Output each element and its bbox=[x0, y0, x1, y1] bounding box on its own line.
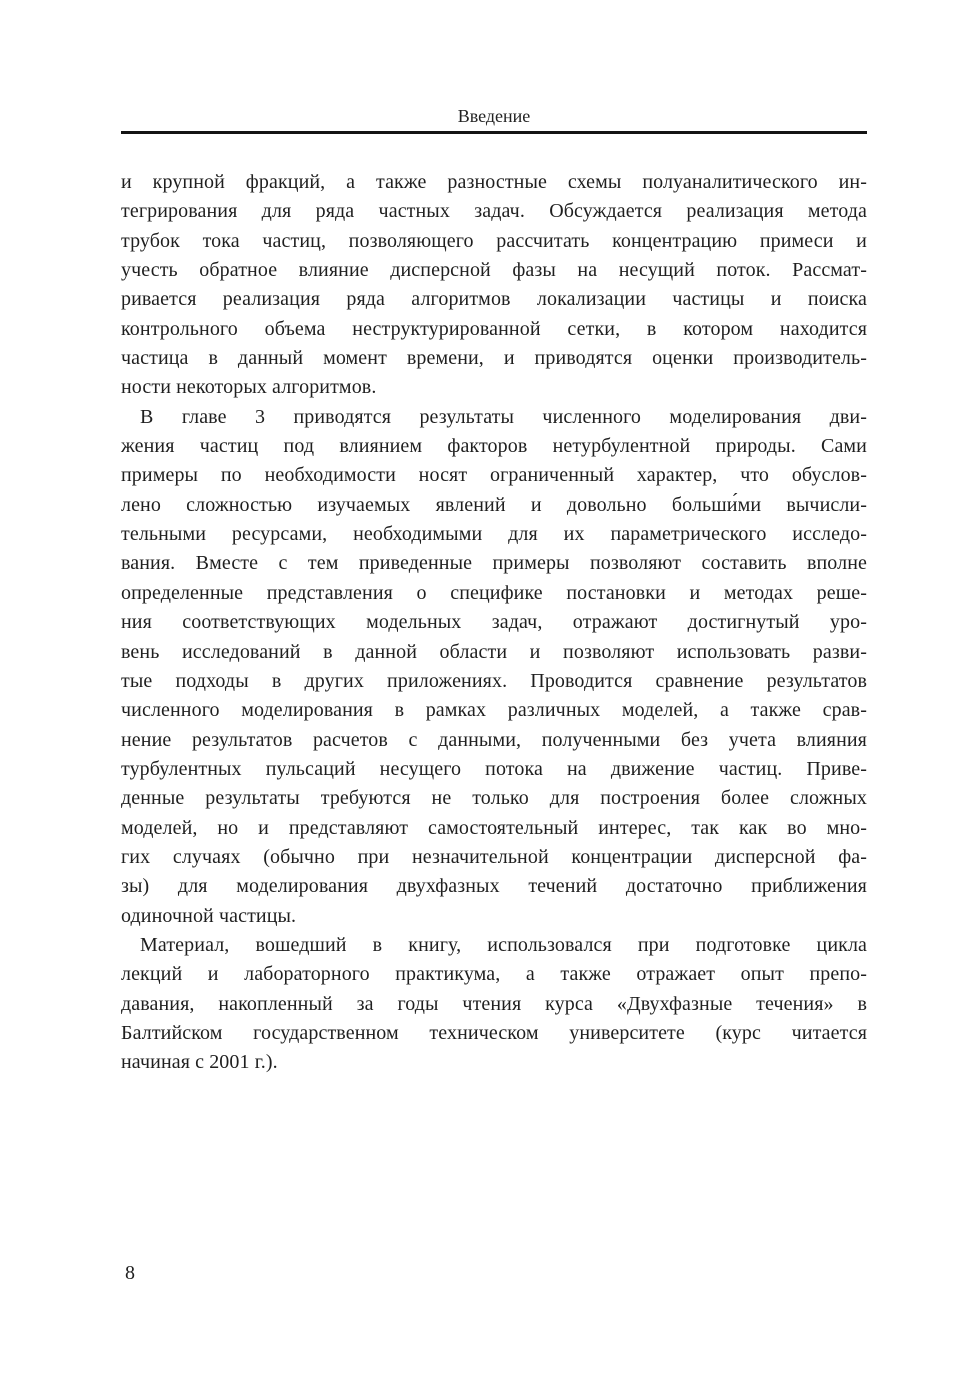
text-line: тельными ресурсами, необходимыми для их параметрического исследо- bbox=[121, 523, 867, 546]
text-line: моделей, но и представляют самостоятельный интерес, так как во мно- bbox=[121, 816, 867, 839]
text-line: турбулентных пульсаций несущего потока на движение частиц. Приве- bbox=[121, 757, 867, 780]
text-line: частица в данный момент времени, и приводятся оценки производитель- bbox=[121, 347, 867, 370]
text-line: Материал, вошедший в книгу, использовался при подготовке цикла bbox=[140, 933, 867, 956]
text-line: зы) для моделирования двухфазных течений достаточно приближения bbox=[121, 875, 867, 898]
paragraph bbox=[121, 403, 867, 931]
text-line: лено сложностью изучаемых явлений и довольно больши́ми вычисли- bbox=[121, 493, 867, 516]
text-line: примеры по необходимости носят ограниченный характер, что обуслов- bbox=[121, 464, 867, 487]
text-line: определенные представления о специфике постановки и методах реше- bbox=[121, 581, 867, 604]
running-head: Введение bbox=[457, 106, 531, 126]
text-line: давания, накопленный за годы чтения курса «Двухфазные течения» в bbox=[121, 992, 867, 1015]
text-line: трубок тока частиц, позволяющего рассчитать концентрацию примеси и bbox=[121, 229, 867, 252]
text-line: гих случаях (обычно при незначительной концентрации дисперсной фа- bbox=[121, 845, 867, 868]
text-line: вень исследований в данной области и позволяют использовать разви- bbox=[121, 640, 867, 663]
text-line: одиночной частицы. bbox=[121, 904, 297, 927]
header-rule bbox=[121, 131, 867, 134]
text-line: численного моделирования в рамках различных моделей, а также срав- bbox=[121, 699, 867, 722]
text-line: учесть обратное влияние дисперсной фазы на несущий поток. Рассмат- bbox=[121, 259, 867, 282]
text-line: денные результаты требуются не только для построения более сложных bbox=[121, 787, 867, 810]
text-line: вания. Вместе с тем приведенные примеры позволяют составить вполне bbox=[121, 552, 867, 575]
text-line: нение результатов расчетов с данными, полученными без учета влияния bbox=[121, 728, 867, 751]
text-line: Балтийском государственном техническом университете (курс читается bbox=[121, 1021, 867, 1044]
text-line: ния соответствующих модельных задач, отражают достигнутый уро- bbox=[121, 611, 867, 634]
page-number: 8 bbox=[125, 1262, 135, 1284]
paragraph bbox=[121, 931, 867, 1078]
paragraph bbox=[121, 168, 867, 403]
text-line: ривается реализация ряда алгоритмов локализации частицы и поиска bbox=[121, 288, 867, 311]
text-line: начиная с 2001 г.). bbox=[121, 1051, 278, 1074]
text-line: и крупной фракций, а также разностные схемы полуаналитического ин- bbox=[121, 171, 867, 193]
text-line: лекций и лабораторного практикума, а также отражает опыт препо- bbox=[121, 963, 867, 986]
text-line: ности некоторых алгоритмов. bbox=[121, 376, 377, 399]
text-line: контрольного объема неструктурированной сетки, в котором находится bbox=[121, 317, 867, 340]
text-line: жения частиц под влиянием факторов нетурбулентной природы. Сами bbox=[121, 435, 867, 458]
text-line: тые подходы в других приложениях. Проводится сравнение результатов bbox=[121, 669, 867, 692]
page-body bbox=[121, 168, 867, 1078]
text-line: тегрирования для ряда частных задач. Обсуждается реализация метода bbox=[121, 200, 867, 223]
text-line: В главе 3 приводятся результаты численного моделирования дви- bbox=[140, 405, 867, 428]
